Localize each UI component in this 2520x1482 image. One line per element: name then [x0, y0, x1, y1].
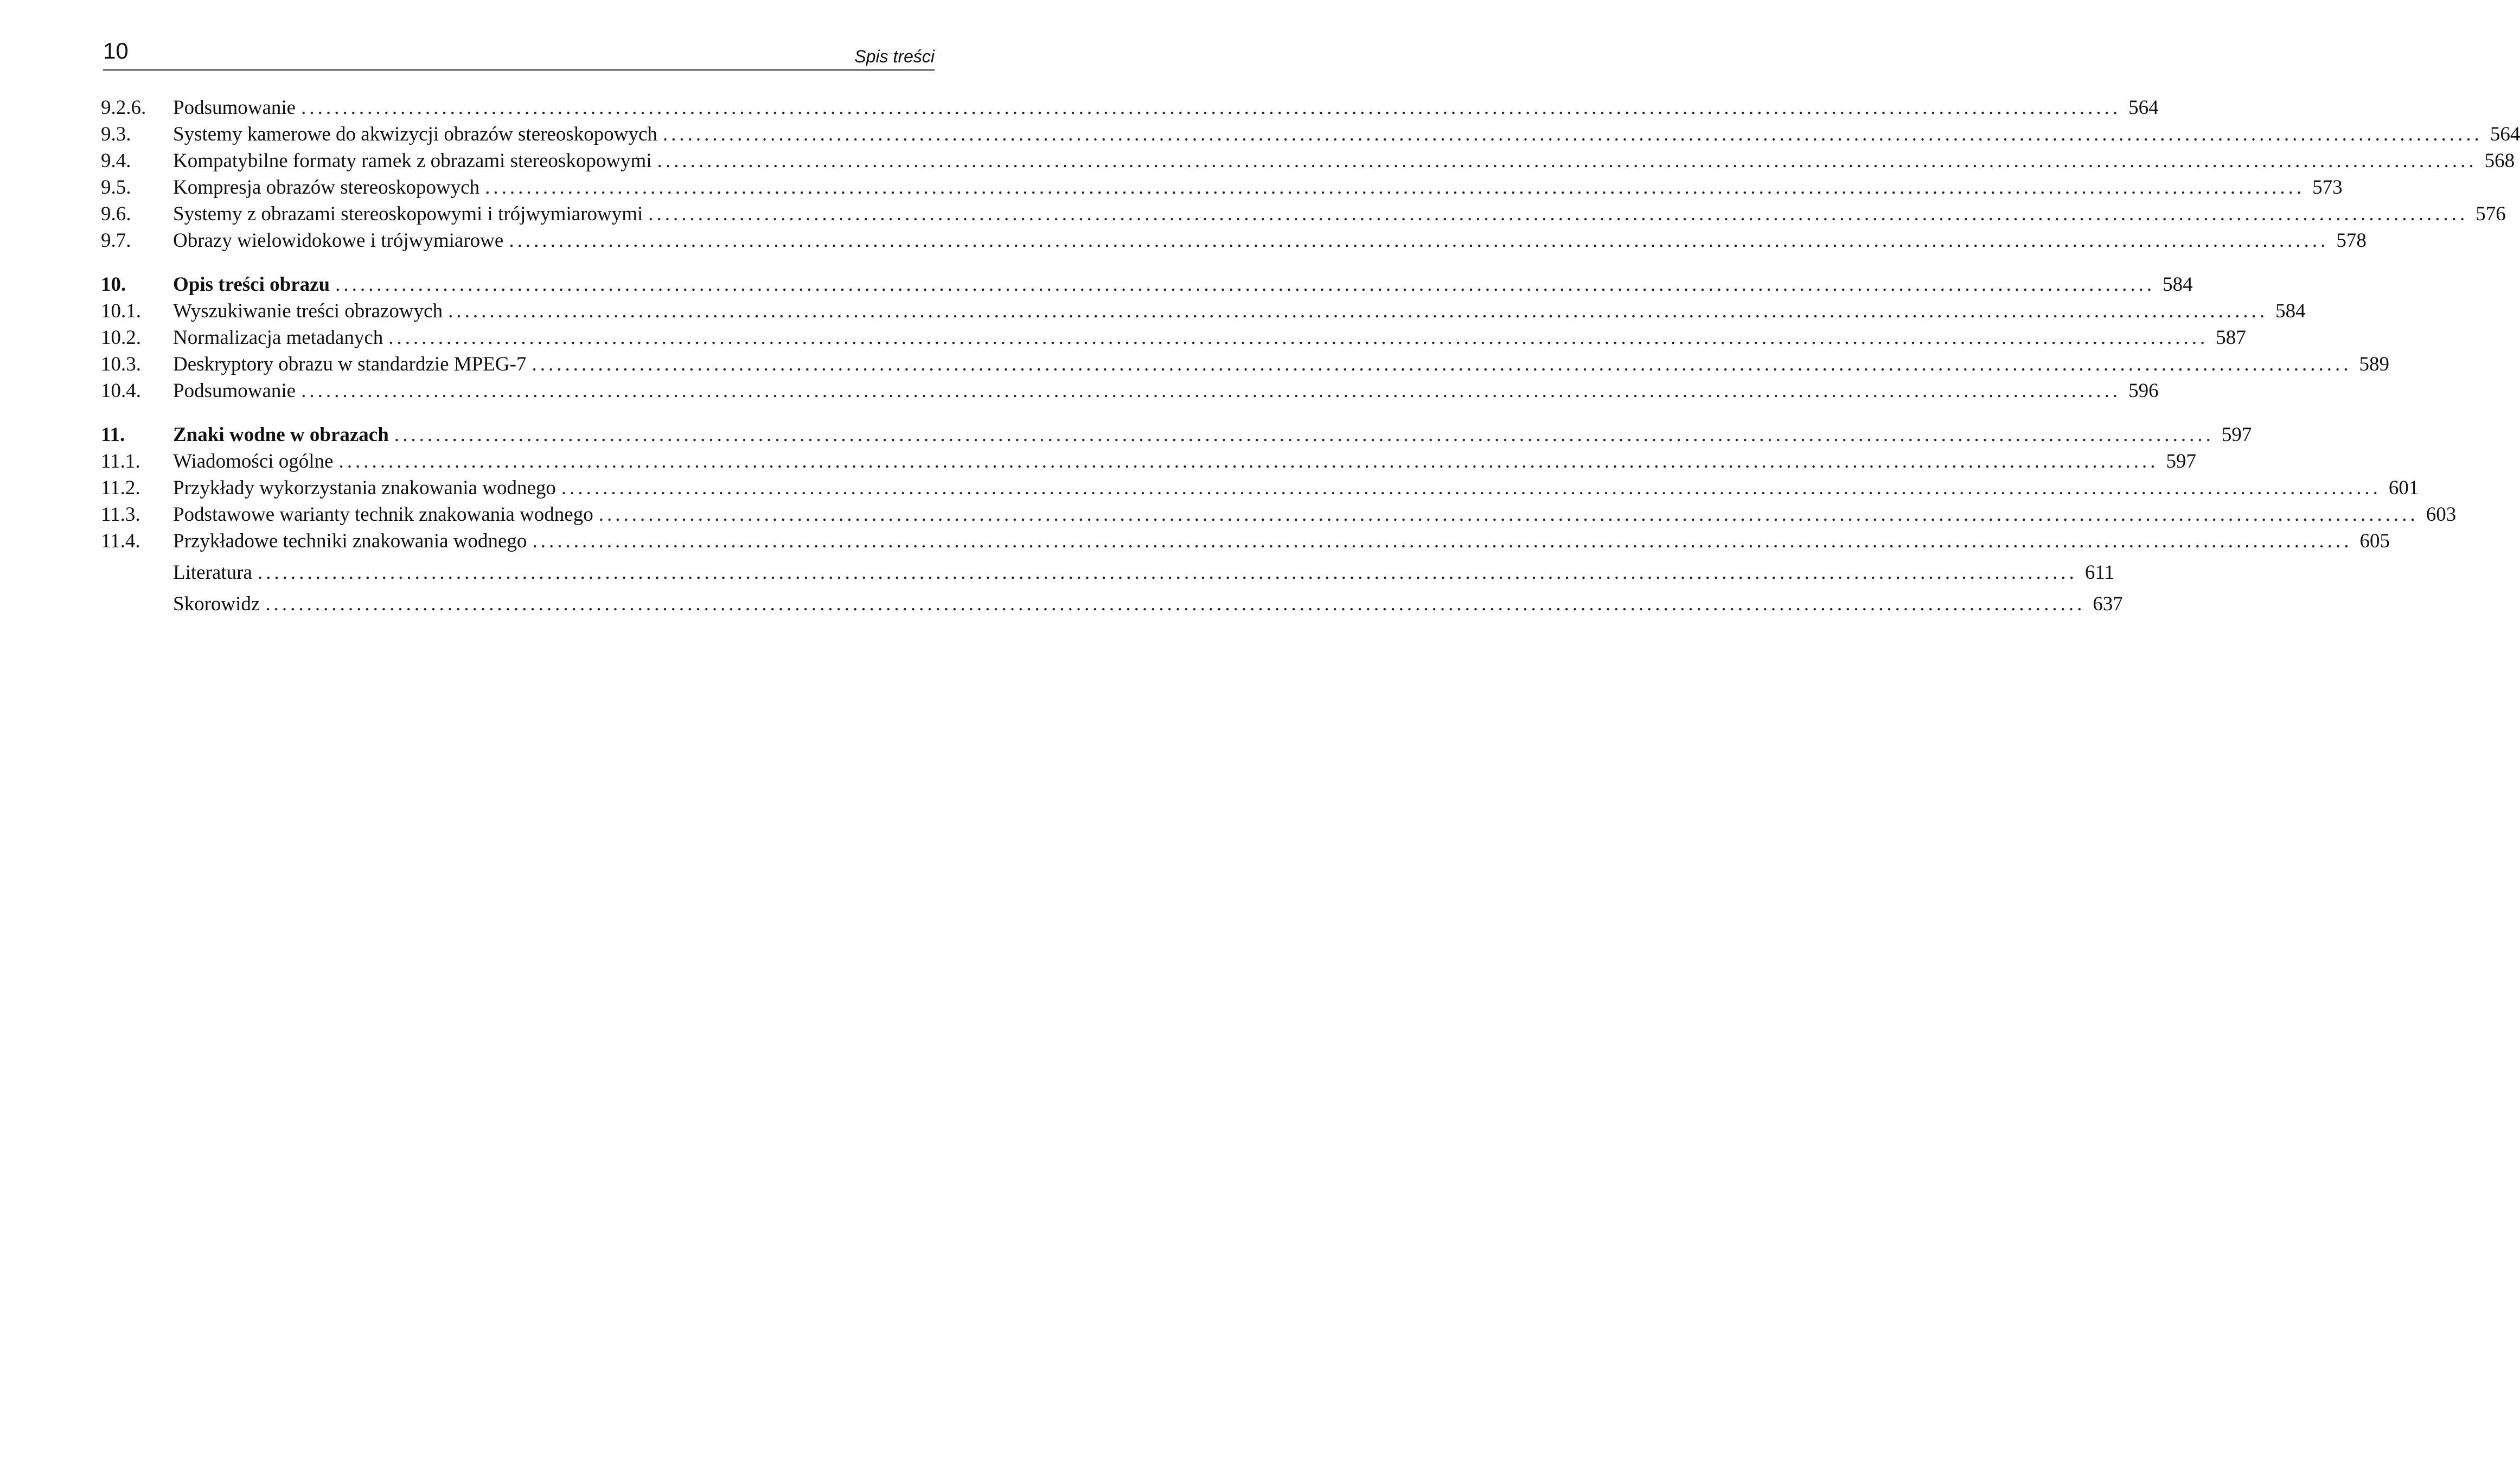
toc-entry-title: Kompresja obrazów stereoskopowych [173, 176, 480, 199]
toc-entry [101, 94, 2159, 121]
toc-entry-number: 11.4. [101, 530, 140, 552]
toc-entry-page: 596 [2128, 380, 2159, 402]
dot-leader: ............................................................................................................................................................................................................................ [257, 561, 2077, 584]
toc-entry-title: Skorowidz [173, 593, 260, 615]
running-title: Spis treści [854, 47, 935, 66]
toc-entry-number: 10.2. [101, 327, 141, 349]
toc-entry-page: 597 [2221, 424, 2252, 446]
toc-entry-number: 11. [101, 424, 125, 446]
toc-entry [101, 591, 2123, 617]
toc-entry [101, 148, 2515, 174]
toc-entry [101, 378, 2159, 404]
table-of-contents [101, 94, 2520, 617]
toc-entry-title: Obrazy wielowidokowe i trójwymiarowe [173, 229, 504, 252]
toc-entry-number: 10.1. [101, 300, 141, 322]
toc-entry-number: 11.1. [101, 450, 140, 472]
toc-entry-number: 9.2.6. [101, 97, 146, 119]
toc-entry-number: 9.4. [101, 150, 131, 172]
toc-entry-number: 10.4. [101, 380, 141, 402]
toc-entry-page: 578 [2336, 229, 2367, 252]
dot-leader: ............................................................................................................................................................................................................................ [338, 450, 2159, 472]
toc-entry-number: 11.3. [101, 503, 140, 526]
toc-entry-page: 564 [2490, 123, 2520, 145]
toc-entry-title: Przykłady wykorzystania znakowania wodnego [173, 477, 556, 499]
toc-entry-title: Podsumowanie [173, 380, 296, 402]
toc-entry-page: 611 [2084, 561, 2114, 584]
page-number: 10 [103, 38, 129, 63]
toc-entry-title: Podsumowanie [173, 97, 296, 119]
toc-entry-page: 637 [2093, 593, 2123, 615]
toc-entry-title: Systemy kamerowe do akwizycji obrazów stereoskopowych [173, 123, 657, 145]
dot-leader: ............................................................................................................................................................................................................................ [485, 176, 2305, 199]
dot-leader: ............................................................................................................................................................................................................................ [509, 229, 2329, 252]
toc-entry [101, 324, 2246, 351]
toc-entry-page: 564 [2128, 97, 2159, 119]
toc-entry-number: 9.5. [101, 176, 131, 199]
dot-leader: ............................................................................................................................................................................................................................ [532, 353, 2352, 375]
toc-entry-number: 9.3. [101, 123, 131, 145]
toc-entry-page: 587 [2216, 327, 2246, 349]
toc-entry [101, 174, 2343, 201]
dot-leader: ............................................................................................................................................................................................................................ [335, 273, 2156, 296]
toc-entry [101, 421, 2252, 448]
toc-entry-page: 573 [2312, 176, 2343, 199]
toc-entry-title: Literatura [173, 561, 252, 584]
toc-entry-title: Wiadomości ogólne [173, 450, 334, 472]
dot-leader: ............................................................................................................................................................................................................................ [301, 97, 2121, 119]
toc-entry-title: Wyszukiwanie treści obrazowych [173, 300, 443, 322]
toc-entry [101, 227, 2367, 254]
toc-entry [101, 448, 2196, 475]
page-header [103, 37, 935, 71]
toc-entry [101, 121, 2520, 148]
dot-leader: ............................................................................................................................................................................................................................ [532, 530, 2352, 552]
dot-leader: ............................................................................................................................................................................................................................ [657, 150, 2477, 172]
dot-leader: ............................................................................................................................................................................................................................ [561, 477, 2381, 499]
toc-entry-number: 9.6. [101, 203, 131, 225]
toc-entry-page: 568 [2484, 150, 2515, 172]
toc-entry [101, 559, 2114, 586]
dot-leader: ............................................................................................................................................................................................................................ [388, 327, 2209, 349]
dot-leader: ............................................................................................................................................................................................................................ [448, 300, 2268, 322]
toc-entry [101, 501, 2457, 528]
toc-entry [101, 271, 2193, 298]
toc-entry-title: Systemy z obrazami stereoskopowymi i trójwymiarowymi [173, 203, 643, 225]
dot-leader: ............................................................................................................................................................................................................................ [265, 593, 2086, 615]
toc-entry-page: 601 [2388, 477, 2419, 499]
dot-leader: ............................................................................................................................................................................................................................ [394, 424, 2214, 446]
toc-entry-title: Kompatybilne formaty ramek z obrazami stereoskopowymi [173, 150, 652, 172]
toc-entry [101, 351, 2389, 378]
toc-entry-page: 584 [2275, 300, 2306, 322]
toc-entry-title: Deskryptory obrazu w standardzie MPEG-7 [173, 353, 527, 375]
toc-entry-page: 589 [2359, 353, 2389, 375]
toc-entry-number: 10. [101, 273, 126, 296]
toc-entry-number: 11.2. [101, 477, 140, 499]
toc-entry-title: Normalizacja metadanych [173, 327, 383, 349]
toc-entry-page: 603 [2426, 503, 2457, 526]
toc-entry-page: 597 [2166, 450, 2196, 472]
toc-entry-page: 576 [2476, 203, 2506, 225]
dot-leader: ............................................................................................................................................................................................................................ [598, 503, 2419, 526]
toc-entry [101, 201, 2506, 227]
toc-entry-number: 9.7. [101, 229, 131, 252]
dot-leader: ............................................................................................................................................................................................................................ [648, 203, 2468, 225]
toc-entry-title: Przykładowe techniki znakowania wodnego [173, 530, 527, 552]
toc-entry-title: Opis treści obrazu [173, 273, 330, 296]
toc-entry-title: Znaki wodne w obrazach [173, 424, 389, 446]
toc-entry-title: Podstawowe warianty technik znakowania wodnego [173, 503, 593, 526]
toc-entry [101, 475, 2419, 501]
dot-leader: ............................................................................................................................................................................................................................ [662, 123, 2483, 145]
toc-entry [101, 528, 2390, 554]
toc-entry-page: 584 [2163, 273, 2193, 296]
toc-entry-number: 10.3. [101, 353, 141, 375]
toc-entry-page: 605 [2359, 530, 2390, 552]
dot-leader: ............................................................................................................................................................................................................................ [301, 380, 2121, 402]
toc-entry [101, 298, 2306, 324]
